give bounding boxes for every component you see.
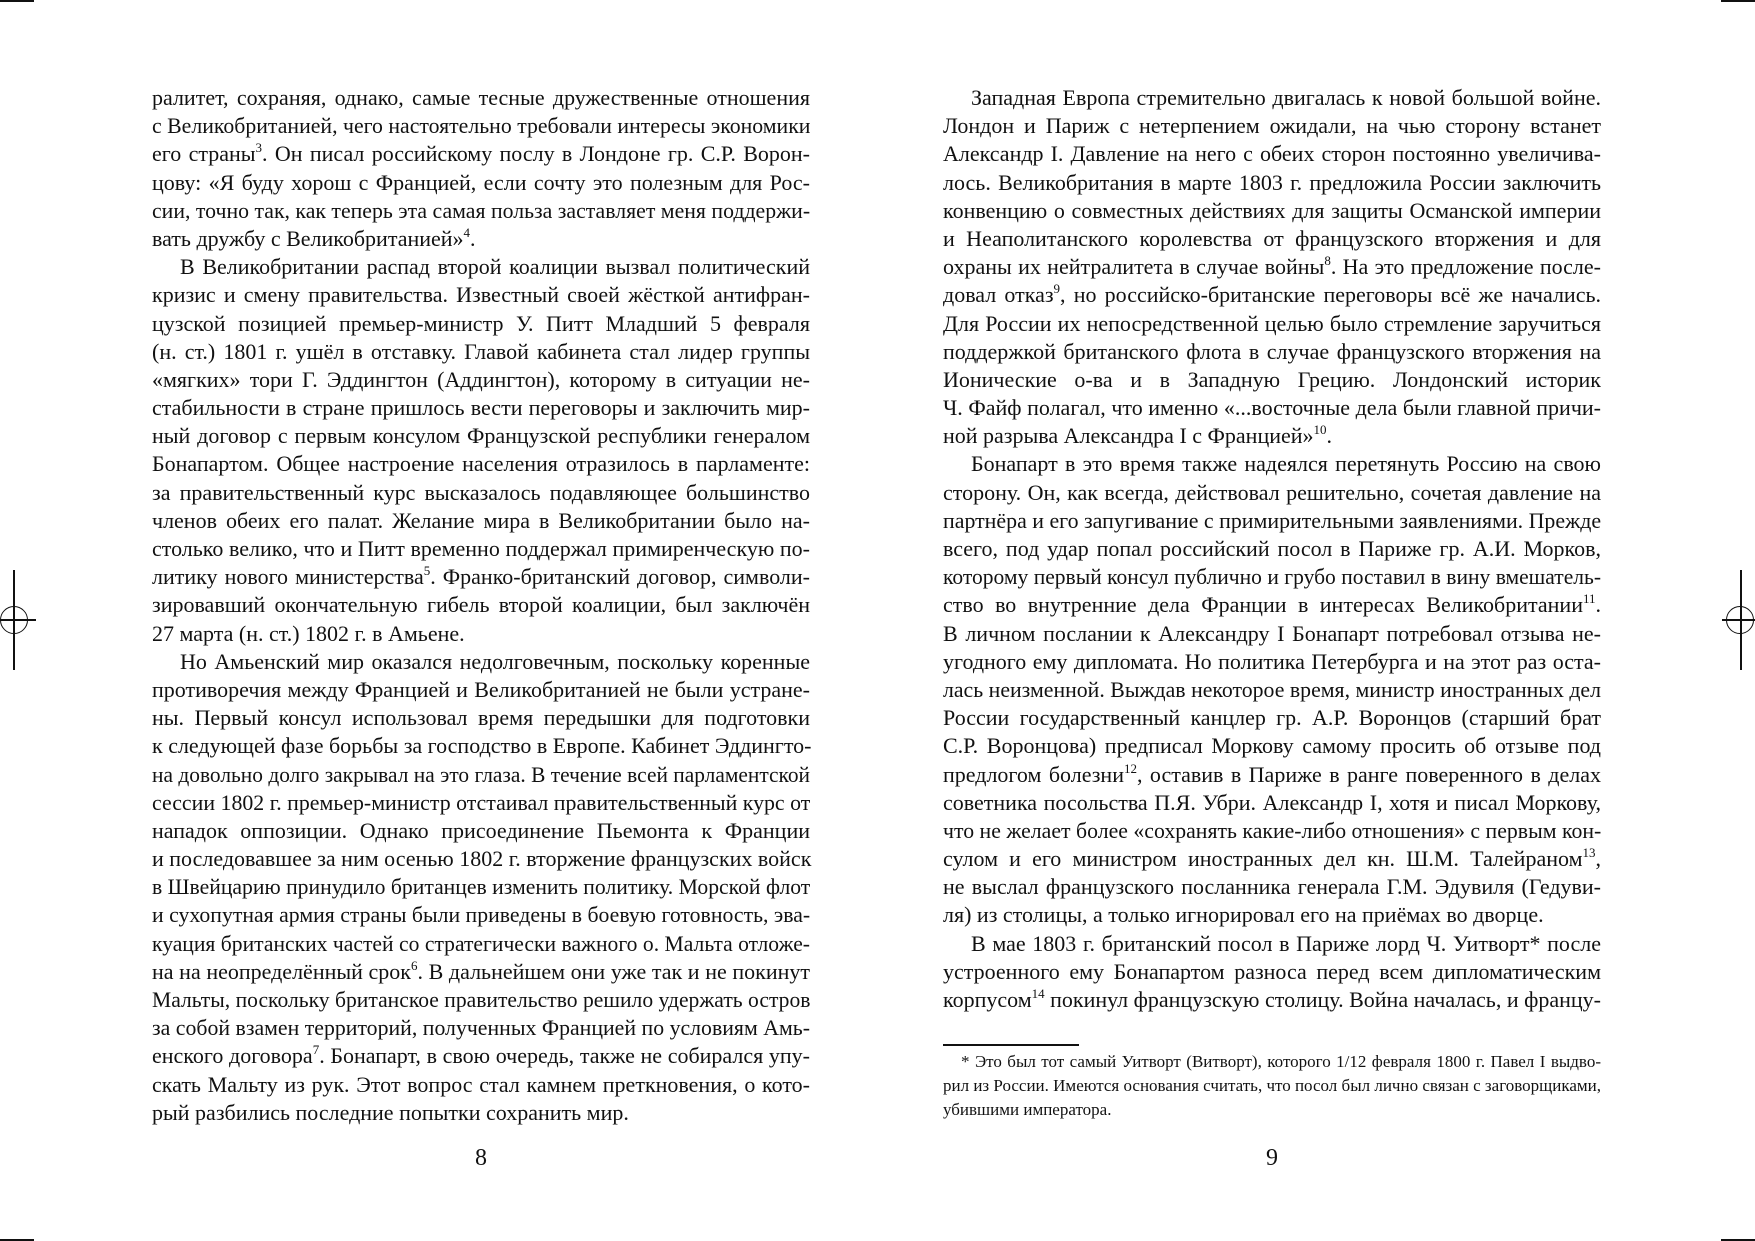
text-segment: за собой взамен территорий, полученных Францией по условиям Амь-	[152, 1015, 810, 1041]
text-segment: покинул французскую столицу. Война началась, и францу-	[1044, 987, 1601, 1012]
footnote-reference: 8	[1324, 253, 1331, 269]
text-segment: конвенцию о совместных действиях для защиты Османской империи	[943, 197, 1601, 223]
text-line	[943, 281, 1601, 309]
text-line	[152, 394, 810, 422]
text-segment: В Великобритании распад второй коалиции вызвал политический	[180, 254, 810, 280]
text-line	[943, 479, 1601, 507]
text-line	[943, 732, 1601, 760]
text-segment: скать Мальту из рук. Этот вопрос стал камнем преткновения, о кото-	[152, 1071, 810, 1097]
text-segment: Бонапарт в это время также надеялся перетянуть Россию на свою	[971, 451, 1601, 477]
text-segment: что не желает более «сохранять какие-либо отношения» с первым кон-	[943, 817, 1602, 843]
text-line	[152, 1071, 810, 1099]
crop-mark-top-right	[1721, 0, 1755, 2]
text-segment: угодного ему дипломата. Но политика Петербурга и на этот раз оста-	[943, 648, 1601, 674]
crop-mark-bottom-right	[1721, 1239, 1755, 1241]
text-segment: .	[1326, 423, 1333, 449]
text-segment: кризис и смену правительства. Известный своей жёсткой антифран-	[152, 282, 810, 308]
text-segment: и последовавшее за ним осенью 1802 г. вторжение французских войск	[152, 846, 812, 872]
text-line	[943, 338, 1601, 366]
text-segment: цузской позицией премьер-министр У. Питт Младший 5 февраля	[152, 310, 810, 336]
text-segment: ,	[1595, 846, 1601, 872]
text-line	[152, 901, 810, 929]
text-segment: поддержкой британского флота в случае французского вторжения на	[943, 338, 1601, 364]
text-segment: охраны их нейтралитета в случае войны	[943, 254, 1325, 280]
text-segment: сулом и его министром иностранных дел кн. Ш.М. Талейраном	[943, 846, 1583, 872]
footnote-reference: 5	[423, 563, 431, 579]
text-line	[943, 112, 1601, 140]
text-segment: лось. Великобритания в марте 1803 г. предложила России заключить	[943, 169, 1601, 195]
text-segment: на довольно долго закрывал на это глаза. В течение всей парламентской	[152, 761, 810, 787]
text-line	[943, 761, 1601, 789]
text-segment: «мягких» тори Г. Эддингтон (Аддингтон), которому в ситуации не-	[152, 366, 810, 392]
text-line	[943, 958, 1601, 986]
text-line	[152, 112, 810, 140]
text-segment: ны. Первый консул использовал время передышки для подготовки	[152, 705, 810, 731]
text-segment: Бонапартом. Общее настроение населения отразилось в парламенте:	[152, 451, 810, 477]
text-segment: ный договор с первым консулом Французской республики генералом	[152, 423, 810, 449]
text-segment: и Неаполитанского королевства от французского вторжения и для	[943, 225, 1601, 251]
text-segment: корпусом	[943, 987, 1032, 1012]
text-segment: стабильности в стране пришлось вести переговоры и заключить мир-	[152, 395, 810, 421]
text-segment: В личном послании к Александру I Бонапарт потребовал отзыва не-	[943, 620, 1601, 646]
text-segment: рый разбились последние попытки сохранить мир.	[152, 1099, 629, 1125]
text-line	[943, 873, 1601, 901]
text-line	[943, 845, 1601, 873]
text-segment: не выслал французского посланника генерала Г.М. Эдувиля (Гедуви-	[943, 874, 1601, 900]
text-line	[943, 676, 1601, 704]
text-line	[943, 1074, 1601, 1098]
footnote-reference: 7	[312, 1042, 320, 1058]
text-line	[152, 1042, 810, 1070]
text-line	[152, 563, 810, 591]
text-segment: убившими императора.	[943, 1100, 1112, 1119]
text-segment: столько велико, что и Питт временно поддержал примиренческую по-	[152, 536, 810, 561]
text-line	[943, 507, 1601, 535]
text-line	[943, 817, 1601, 845]
text-line	[152, 338, 810, 366]
text-segment: ля) из столицы, а только игнорировал его на приёмах во дворце.	[943, 902, 1544, 928]
text-segment: .	[470, 225, 476, 251]
text-segment: Но Амьенский мир оказался недолговечным, поскольку коренные	[180, 648, 810, 674]
text-line	[152, 253, 810, 281]
text-segment: .	[1595, 592, 1601, 618]
text-line	[943, 310, 1601, 338]
text-line	[152, 507, 810, 535]
text-line	[152, 84, 810, 112]
text-segment: в Швейцарию принудило британцев изменить политику. Морской флот	[152, 874, 811, 900]
text-line	[943, 535, 1601, 563]
text-line	[152, 310, 810, 338]
text-line	[152, 140, 810, 168]
text-segment: цову: «Я буду хорош с Францией, если сочту это полезным для Рос-	[152, 169, 810, 195]
footnote-divider	[943, 1044, 1079, 1046]
text-segment: устроенного ему Бонапартом разноса перед всем дипломатическим	[943, 958, 1601, 984]
footnote-reference: 6	[411, 957, 418, 973]
text-segment: довал отказ	[943, 282, 1054, 308]
text-segment: лась неизменной. Выждав некоторое время, министр иностранных дел	[943, 676, 1601, 702]
text-segment: с Великобританией, чего настоятельно требовали интересы экономики	[152, 113, 811, 139]
text-segment: к следующей фазе борьбы за господство в Европе. Кабинет Эддингто-	[152, 733, 812, 759]
right-page-text	[943, 84, 1601, 1014]
text-segment: Ионические о-ва и в Западную Грецию. Лондонский историк	[943, 366, 1601, 392]
text-line	[943, 140, 1601, 168]
text-segment: России государственный канцлер гр. А.Р. Воронцов (старший брат	[943, 705, 1601, 731]
text-segment: противоречия между Францией и Великобританией не были устране-	[152, 676, 810, 702]
text-line	[943, 930, 1601, 958]
footnote-reference: 10	[1313, 422, 1327, 438]
text-line	[152, 732, 810, 760]
footnote-reference: 3	[255, 140, 263, 156]
text-segment: . Франко-британский договор, символи-	[430, 564, 810, 590]
text-segment: и сухопутная армия страны были приведены в боевую готовность, эва-	[152, 902, 811, 928]
text-segment: вать дружбу с Великобританией»	[152, 225, 464, 251]
text-line	[152, 366, 810, 394]
text-segment: (н. ст.) 1801 г. ушёл в отставку. Главой кабинета стал лидер группы	[152, 338, 810, 364]
text-segment: на на неопределённый срок	[152, 958, 411, 984]
text-line	[152, 648, 810, 676]
text-line	[152, 1014, 810, 1042]
footnote-reference: 11	[1582, 591, 1596, 607]
text-segment: членов обеих его палат. Желание мира в Великобритании было на-	[152, 507, 810, 533]
text-line	[152, 422, 810, 450]
text-line	[152, 958, 810, 986]
text-line	[943, 704, 1601, 732]
text-segment: его страны	[152, 141, 256, 167]
page-number-left: 8	[475, 1145, 487, 1171]
text-line	[152, 986, 810, 1014]
text-segment: зировавший окончательную гибель второй коалиции, был заключён	[152, 592, 810, 618]
text-segment: енского договора	[152, 1043, 313, 1069]
page-number-right: 9	[1266, 1145, 1278, 1171]
text-segment: . В дальнейшем они уже так и не покинут	[417, 958, 810, 984]
text-line	[152, 845, 810, 873]
text-line	[152, 817, 810, 845]
text-line	[152, 281, 810, 309]
text-line	[152, 873, 810, 901]
left-page-text	[152, 84, 810, 1127]
crop-mark-bottom-left	[0, 1239, 34, 1241]
footnote	[943, 1050, 1601, 1122]
text-segment: С.Р. Воронцова) предписал Моркову самому просить об отзыве под	[943, 733, 1601, 759]
crop-mark-top-left	[0, 0, 34, 2]
text-line	[943, 197, 1601, 225]
footnote-reference: 12	[1123, 760, 1137, 776]
text-segment: , но российско-британские переговоры всё же начались.	[1060, 282, 1601, 308]
text-segment: предлогом болезни	[943, 761, 1124, 787]
text-line	[152, 620, 810, 648]
text-line	[152, 535, 810, 563]
text-line	[152, 676, 810, 704]
text-line	[943, 366, 1601, 394]
text-line	[152, 450, 810, 478]
text-line	[943, 1098, 1601, 1122]
footnote-reference: 14	[1031, 986, 1045, 1001]
text-segment: Для России их непосредственной целью было стремление заручиться	[943, 310, 1601, 336]
text-line	[152, 704, 810, 732]
text-line	[943, 986, 1601, 1014]
text-line	[943, 450, 1601, 478]
text-segment: . Он писал российскому послу в Лондоне гр. С.Р. Ворон-	[262, 141, 810, 167]
text-segment: сии, точно так, как теперь эта самая польза заставляет меня поддержи-	[152, 197, 811, 223]
text-line	[943, 563, 1601, 591]
text-segment: * Это был тот самый Уитворт (Витворт), которого 1/12 февраля 1800 г. Павел I выдво-	[961, 1052, 1601, 1071]
text-line	[943, 253, 1601, 281]
text-segment: Александр I. Давление на него с обеих сторон постоянно увеличива-	[943, 141, 1601, 167]
text-line	[943, 225, 1601, 253]
text-segment: советника посольства П.Я. Убри. Александр I, хотя и писал Моркову,	[943, 789, 1601, 815]
text-segment: ной разрыва Александра I с Францией»	[943, 423, 1314, 449]
footnote-reference: 13	[1582, 845, 1596, 861]
text-segment: , оставив в Париже в ранге поверенного в делах	[1136, 761, 1601, 787]
text-segment: 27 марта (н. ст.) 1802 г. в Амьене.	[152, 620, 465, 646]
text-segment: Лондон и Париж с нетерпением ожидали, на чью сторону встанет	[943, 113, 1601, 139]
text-line	[152, 479, 810, 507]
text-segment: которому первый консул публично и грубо поставил в вину вмешатель-	[943, 564, 1601, 590]
text-line	[152, 197, 810, 225]
text-segment: В мае 1803 г. британский посол в Париже лорд Ч. Уитворт* после	[971, 930, 1601, 956]
text-segment: . На это предложение после-	[1330, 254, 1602, 280]
text-line	[943, 648, 1601, 676]
text-segment: ство во внутренние дела Франции в интересах Великобритании	[943, 592, 1583, 618]
text-segment: Западная Европа стремительно двигалась к новой большой войне.	[971, 85, 1601, 110]
text-segment: рил из России. Имеются основания считать, что посол был лично связан с заговорщиками,	[943, 1076, 1601, 1095]
text-segment: . Бонапарт, в свою очередь, также не собирался упу-	[319, 1043, 810, 1069]
text-line	[152, 169, 810, 197]
text-line	[152, 789, 810, 817]
text-segment: партнёра и его запугивание с примирительными заявлениями. Прежде	[943, 507, 1602, 533]
text-line	[943, 901, 1601, 929]
text-line	[943, 591, 1601, 619]
text-line	[943, 394, 1601, 422]
text-segment: Ч. Файф полагал, что именно «...восточные дела были главной причи-	[943, 395, 1601, 421]
text-segment: Мальты, поскольку британское правительство решило удержать остров	[152, 987, 811, 1012]
text-segment: литику нового министерства	[152, 564, 424, 590]
text-line	[152, 930, 810, 958]
text-segment: за правительственный курс высказалось подавляющее большинство	[152, 479, 810, 505]
text-line	[152, 225, 810, 253]
text-line	[152, 591, 810, 619]
text-line	[943, 422, 1601, 450]
text-line	[943, 1050, 1601, 1074]
text-segment: куация британских частей со стратегически важного о. Мальта отложе-	[152, 930, 810, 956]
text-line	[943, 620, 1601, 648]
text-line	[943, 84, 1601, 112]
text-segment: сессии 1802 г. премьер-министр отстаивал правительственный курс от	[152, 789, 811, 815]
text-segment: сторону. Он, как всегда, действовал решительно, сочетая давление на	[943, 479, 1601, 505]
text-segment: всего, под удар попал российский посол в Париже гр. А.И. Морков,	[943, 536, 1601, 561]
text-line	[152, 1099, 810, 1127]
text-line	[943, 169, 1601, 197]
footnote-reference: 4	[463, 224, 471, 240]
text-segment: ралитет, сохраняя, однако, самые тесные дружественные отношения	[152, 85, 810, 110]
text-segment: нападок оппозиции. Однако присоединение Пьемонта к Франции	[152, 817, 810, 843]
text-line	[152, 761, 810, 789]
footnote-reference: 9	[1053, 281, 1061, 297]
text-line	[943, 789, 1601, 817]
